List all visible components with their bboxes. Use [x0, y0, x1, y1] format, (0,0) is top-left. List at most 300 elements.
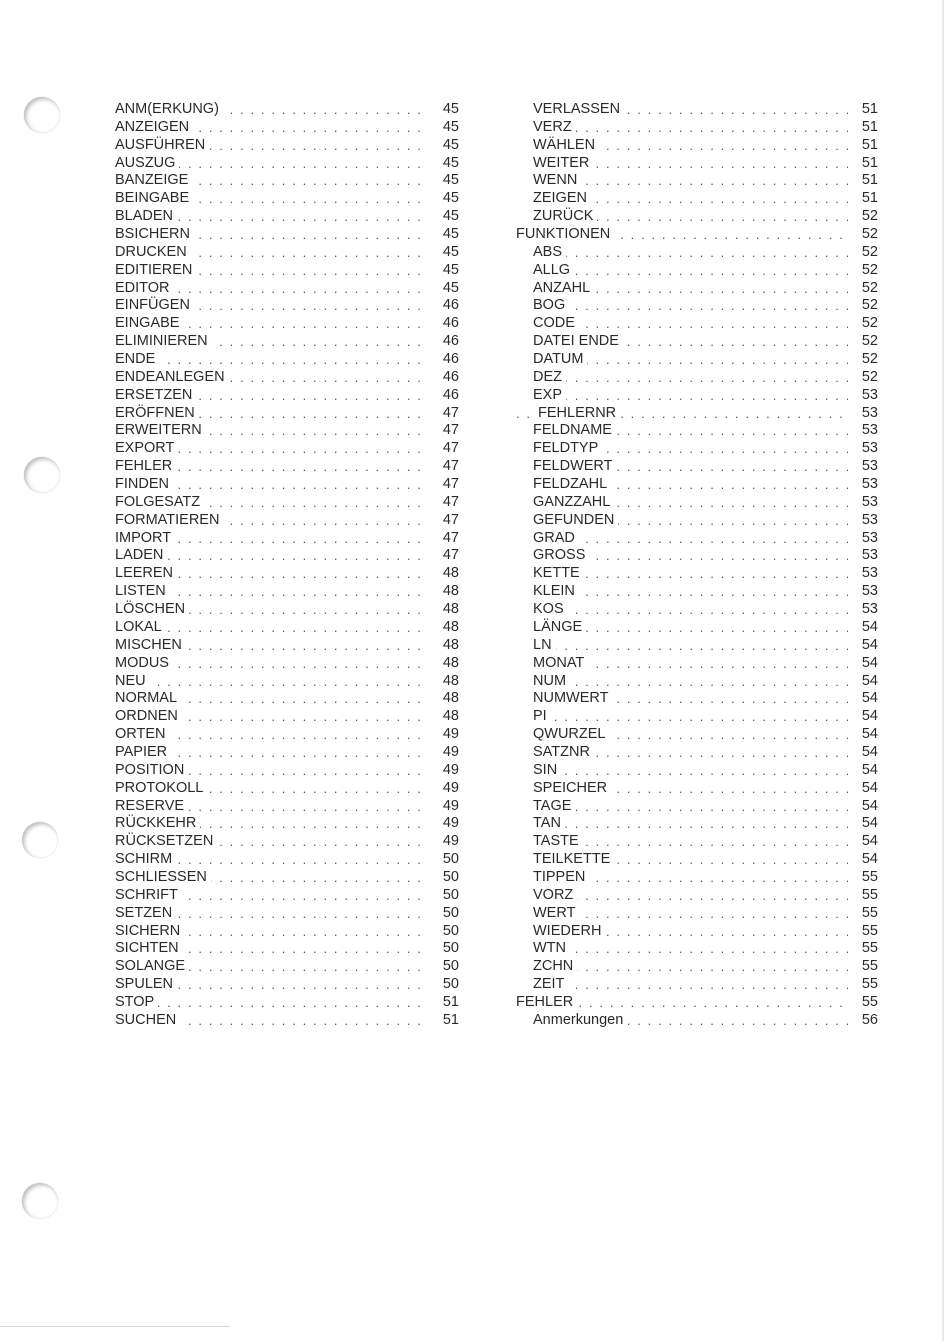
index-page-number: 51	[850, 172, 878, 190]
index-term: SETZEN	[115, 905, 176, 923]
index-page-number: 54	[850, 833, 878, 851]
index-term: ANZAHL	[533, 280, 594, 298]
dot-leader	[533, 530, 848, 548]
index-term: PAPIER	[115, 744, 171, 762]
index-page-number: 50	[431, 869, 459, 887]
index-entry	[516, 369, 878, 387]
punch-hole-3	[22, 822, 58, 858]
index-entry	[115, 512, 459, 530]
index-page-number: 50	[431, 851, 459, 869]
index-entry	[115, 422, 459, 440]
index-page-number: 51	[850, 190, 878, 208]
dot-leader	[533, 887, 848, 905]
index-entry	[115, 387, 459, 405]
index-term: LISTEN	[115, 583, 170, 601]
index-term: FELDZAHL	[533, 476, 611, 494]
index-term: FOLGESATZ	[115, 494, 204, 512]
index-entry	[115, 119, 459, 137]
index-page-number: 47	[431, 494, 459, 512]
index-page-number: 55	[850, 887, 878, 905]
index-page-number: 45	[431, 262, 459, 280]
index-term: BEINGABE	[115, 190, 193, 208]
index-entry	[115, 297, 459, 315]
index-page-number: 46	[431, 333, 459, 351]
index-entry	[516, 905, 878, 923]
index-entry	[115, 440, 459, 458]
index-term: ERÖFFNEN	[115, 405, 199, 423]
index-page-number: 51	[850, 137, 878, 155]
index-term: PI	[533, 708, 551, 726]
index-term: TAGE	[533, 798, 575, 816]
index-term: WÄHLEN	[533, 137, 599, 155]
index-term: AUSFÜHREN	[115, 137, 209, 155]
index-term: EDITIEREN	[115, 262, 196, 280]
index-entry	[115, 780, 459, 798]
index-entry	[115, 583, 459, 601]
index-entry	[115, 351, 459, 369]
index-entry	[115, 815, 459, 833]
index-page-number: 48	[431, 655, 459, 673]
index-entry	[516, 172, 878, 190]
index-page-number: 54	[850, 637, 878, 655]
index-page-number: 49	[431, 762, 459, 780]
index-page-number: 54	[850, 619, 878, 637]
index-entry	[115, 137, 459, 155]
index-entry	[516, 315, 878, 333]
index-page-number: 53	[850, 387, 878, 405]
index-term: LEEREN	[115, 565, 177, 583]
index-entry	[516, 744, 878, 762]
index-term: FELDTYP	[533, 440, 602, 458]
index-entry	[516, 673, 878, 691]
index-page-number: 45	[431, 155, 459, 173]
index-term: GRAD	[533, 530, 579, 548]
index-entry	[516, 690, 878, 708]
index-term: EDITOR	[115, 280, 174, 298]
index-entry	[115, 155, 459, 173]
index-term: RESERVE	[115, 798, 188, 816]
index-entry	[516, 226, 878, 244]
index-entry	[115, 530, 459, 548]
dot-leader	[533, 583, 848, 601]
index-entry	[516, 815, 878, 833]
index-entry	[115, 190, 459, 208]
index-term: LOKAL	[115, 619, 166, 637]
index-entry	[516, 494, 878, 512]
index-term: VERLASSEN	[533, 101, 624, 119]
index-term: NEU	[115, 673, 150, 691]
index-page-number: 53	[850, 494, 878, 512]
index-entry	[516, 476, 878, 494]
index-entry	[516, 637, 878, 655]
index-term: SOLANGE	[115, 958, 189, 976]
dot-leader	[533, 798, 848, 816]
index-entry	[516, 190, 878, 208]
dot-leader	[533, 387, 848, 405]
index-page-number: 50	[431, 887, 459, 905]
index-term: TAN	[533, 815, 565, 833]
index-page-number: 53	[850, 476, 878, 494]
index-page-number: 47	[431, 476, 459, 494]
index-term: KETTE	[533, 565, 584, 583]
index-page-number: 45	[431, 280, 459, 298]
index-page-number: 51	[850, 101, 878, 119]
dot-leader	[115, 994, 429, 1012]
index-term: LÖSCHEN	[115, 601, 189, 619]
index-entry	[516, 440, 878, 458]
index-page-number: 49	[431, 780, 459, 798]
index-term: EXP	[533, 387, 566, 405]
index-page-number: 54	[850, 726, 878, 744]
index-term: LÄNGE	[533, 619, 586, 637]
index-page-number: 52	[850, 262, 878, 280]
index-entry	[516, 619, 878, 637]
index-term: ERWEITERN	[115, 422, 206, 440]
index-term: FELDNAME	[533, 422, 616, 440]
index-page-number: 48	[431, 583, 459, 601]
index-term: Anmerkungen	[533, 1012, 627, 1030]
index-page-number: 53	[850, 601, 878, 619]
index-page-number: 47	[431, 458, 459, 476]
index-page-number: 47	[431, 422, 459, 440]
index-term: TIPPEN	[533, 869, 589, 887]
index-entry	[516, 530, 878, 548]
index-term: EXPORT	[115, 440, 178, 458]
index-entry	[516, 422, 878, 440]
index-entry	[115, 172, 459, 190]
index-page-number: 55	[850, 958, 878, 976]
index-term: ELIMINIEREN	[115, 333, 212, 351]
index-page-number: 54	[850, 780, 878, 798]
index-entry	[115, 726, 459, 744]
index-page-number: 53	[850, 422, 878, 440]
dot-leader	[115, 351, 429, 369]
index-page-number: 52	[850, 333, 878, 351]
index-page-number: 50	[431, 923, 459, 941]
index-page-number: 55	[850, 940, 878, 958]
index-term: BANZEIGE	[115, 172, 192, 190]
index-page-number: 54	[850, 762, 878, 780]
index-page-number: 55	[850, 923, 878, 941]
index-entry	[516, 262, 878, 280]
index-entry	[115, 905, 459, 923]
index-term: SICHERN	[115, 923, 184, 941]
index-entry	[115, 565, 459, 583]
index-entry	[115, 851, 459, 869]
index-entry	[115, 405, 459, 423]
index-entry	[516, 583, 878, 601]
index-term: SUCHEN	[115, 1012, 180, 1030]
index-entry	[516, 547, 878, 565]
index-term: MISCHEN	[115, 637, 186, 655]
index-entry	[516, 155, 878, 173]
index-entry	[115, 547, 459, 565]
index-term: NUM	[533, 673, 570, 691]
index-term: EINFÜGEN	[115, 297, 194, 315]
index-entry	[516, 297, 878, 315]
index-term: FUNKTIONEN	[516, 226, 614, 244]
index-entry	[516, 726, 878, 744]
index-entry	[516, 976, 878, 994]
index-entry	[115, 940, 459, 958]
index-entry	[516, 101, 878, 119]
index-page-number: 48	[431, 565, 459, 583]
index-entry	[115, 244, 459, 262]
index-term: ENDE	[115, 351, 159, 369]
index-page-number: 46	[431, 369, 459, 387]
index-page-number: 45	[431, 101, 459, 119]
index-page-number: 45	[431, 208, 459, 226]
index-term: GANZZAHL	[533, 494, 614, 512]
index-page-number: 54	[850, 798, 878, 816]
index-page-number: 46	[431, 315, 459, 333]
index-term: FORMATIEREN	[115, 512, 223, 530]
index-entry	[115, 958, 459, 976]
index-page-number: 49	[431, 833, 459, 851]
index-term: ZURÜCK	[533, 208, 597, 226]
index-page-number: 45	[431, 226, 459, 244]
index-entry	[516, 280, 878, 298]
index-term: WERT	[533, 905, 579, 923]
index-term: FEHLER	[115, 458, 176, 476]
index-entry	[115, 601, 459, 619]
index-entry	[516, 851, 878, 869]
index-term: GROSS	[533, 547, 589, 565]
dot-leader	[533, 815, 848, 833]
index-term: ORDNEN	[115, 708, 182, 726]
dot-leader	[533, 601, 848, 619]
index-entry	[115, 333, 459, 351]
index-page-number: 53	[850, 512, 878, 530]
index-page-number: 45	[431, 190, 459, 208]
index-page-number: 45	[431, 244, 459, 262]
index-term: TASTE	[533, 833, 583, 851]
index-entry	[115, 1012, 459, 1030]
index-entry	[115, 226, 459, 244]
index-term: LADEN	[115, 547, 167, 565]
index-term: NUMWERT	[533, 690, 612, 708]
index-term: PROTOKOLL	[115, 780, 207, 798]
page-edge-line	[0, 1326, 230, 1327]
index-page-number: 55	[850, 976, 878, 994]
index-entry	[115, 655, 459, 673]
dot-leader	[533, 940, 848, 958]
index-page-number: 47	[431, 512, 459, 530]
index-page-number: 52	[850, 208, 878, 226]
index-entry	[516, 1012, 878, 1030]
index-entry	[516, 708, 878, 726]
index-entry	[516, 208, 878, 226]
index-entry	[115, 458, 459, 476]
punch-hole-4	[22, 1183, 58, 1219]
index-page-number: 51	[431, 994, 459, 1012]
index-page-number: 50	[431, 958, 459, 976]
index-page-number: 51	[431, 1012, 459, 1030]
index-term: RÜCKKEHR	[115, 815, 200, 833]
index-term: ZEIT	[533, 976, 568, 994]
index-entry	[115, 315, 459, 333]
index-entry	[516, 798, 878, 816]
index-page-number: 52	[850, 280, 878, 298]
index-term: FINDEN	[115, 476, 173, 494]
index-page-number: 51	[850, 119, 878, 137]
index-entry	[516, 940, 878, 958]
index-term: ZEIGEN	[533, 190, 591, 208]
index-page-number: 48	[431, 690, 459, 708]
index-entry	[115, 833, 459, 851]
index-page-number: 54	[850, 655, 878, 673]
index-entry	[115, 673, 459, 691]
index-term: KOS	[533, 601, 568, 619]
index-page-number: 47	[431, 547, 459, 565]
index-page-number: 55	[850, 994, 878, 1012]
index-entry	[115, 923, 459, 941]
dot-leader	[533, 637, 848, 655]
index-page-number: 46	[431, 297, 459, 315]
index-term: RÜCKSETZEN	[115, 833, 217, 851]
index-entry	[115, 976, 459, 994]
index-entry	[516, 601, 878, 619]
index-page-number: 52	[850, 351, 878, 369]
index-entry	[115, 101, 459, 119]
dot-leader	[533, 262, 848, 280]
index-term: WTN	[533, 940, 570, 958]
dot-leader	[533, 119, 848, 137]
index-entry	[516, 458, 878, 476]
index-entry	[115, 869, 459, 887]
index-entry	[115, 494, 459, 512]
index-entry	[115, 619, 459, 637]
index-term: DEZ	[533, 369, 566, 387]
index-entry	[115, 994, 459, 1012]
index-term: SCHLIESSEN	[115, 869, 211, 887]
index-page-number: 48	[431, 637, 459, 655]
index-term: FEHLERNR	[538, 405, 620, 423]
punch-hole-2	[24, 457, 60, 493]
index-term: BSICHERN	[115, 226, 194, 244]
index-entry	[516, 244, 878, 262]
index-entry	[115, 637, 459, 655]
index-entry	[516, 780, 878, 798]
index-entry	[115, 762, 459, 780]
index-term: MONAT	[533, 655, 588, 673]
index-term: ANM(ERKUNG)	[115, 101, 223, 119]
index-page-number: 53	[850, 440, 878, 458]
index-term: EINGABE	[115, 315, 183, 333]
index-page-number: 55	[850, 905, 878, 923]
index-column-left	[115, 101, 459, 1030]
index-page-number: 49	[431, 744, 459, 762]
index-entry	[115, 744, 459, 762]
index-term: GEFUNDEN	[533, 512, 618, 530]
index-entry	[115, 887, 459, 905]
index-page-number: 54	[850, 673, 878, 691]
index-term: ZCHN	[533, 958, 577, 976]
index-entry	[516, 137, 878, 155]
index-term: WEITER	[533, 155, 593, 173]
index-term: VORZ	[533, 887, 577, 905]
index-term: BOG	[533, 297, 569, 315]
index-page-number: 46	[431, 351, 459, 369]
index-page-number: 48	[431, 673, 459, 691]
index-page-number: 56	[850, 1012, 878, 1030]
index-term: WENN	[533, 172, 581, 190]
index-entry	[516, 512, 878, 530]
index-entry	[516, 351, 878, 369]
index-page-number: 45	[431, 119, 459, 137]
index-page-number: 45	[431, 137, 459, 155]
dot-leader	[533, 315, 848, 333]
index-page-number: 48	[431, 601, 459, 619]
index-entry	[115, 262, 459, 280]
index-entry	[516, 565, 878, 583]
index-term: STOP	[115, 994, 158, 1012]
index-term: DRUCKEN	[115, 244, 191, 262]
index-page-number: 54	[850, 744, 878, 762]
dot-leader	[533, 297, 848, 315]
index-entry	[516, 762, 878, 780]
index-page-number: 54	[850, 708, 878, 726]
index-term: ALLG	[533, 262, 574, 280]
index-term: BLADEN	[115, 208, 177, 226]
dot-leader	[533, 708, 848, 726]
index-page-number: 52	[850, 315, 878, 333]
dot-leader	[533, 958, 848, 976]
index-page-number: 50	[431, 905, 459, 923]
dot-leader	[533, 369, 848, 387]
index-page-number: 52	[850, 297, 878, 315]
index-page-number: 54	[850, 690, 878, 708]
index-page-number: 50	[431, 976, 459, 994]
index-page-number: 52	[850, 226, 878, 244]
dot-leader	[115, 673, 429, 691]
index-entry	[115, 690, 459, 708]
index-term: KLEIN	[533, 583, 579, 601]
index-term: FEHLER	[516, 994, 577, 1012]
index-term: MODUS	[115, 655, 173, 673]
index-term: SPULEN	[115, 976, 177, 994]
index-page-number: 53	[850, 583, 878, 601]
index-page-number: 49	[431, 815, 459, 833]
dot-leader	[533, 905, 848, 923]
index-entry	[115, 476, 459, 494]
index-page-number: 54	[850, 815, 878, 833]
index-term: ORTEN	[115, 726, 170, 744]
index-page-number: 52	[850, 244, 878, 262]
index-term: SCHIRM	[115, 851, 176, 869]
index-page-number: 51	[850, 155, 878, 173]
dot-leader	[533, 244, 848, 262]
index-entry	[516, 869, 878, 887]
index-entry	[516, 887, 878, 905]
index-page-number: 47	[431, 440, 459, 458]
index-page-number: 53	[850, 458, 878, 476]
dot-leader	[533, 976, 848, 994]
index-entry	[115, 369, 459, 387]
index-term: SPEICHER	[533, 780, 611, 798]
index-term: ENDEANLEGEN	[115, 369, 229, 387]
index-page-number: 48	[431, 619, 459, 637]
index-entry	[516, 958, 878, 976]
index-term: SCHRIFT	[115, 887, 182, 905]
index-term: FELDWERT	[533, 458, 617, 476]
dot-leader	[533, 673, 848, 691]
index-entry	[516, 994, 878, 1012]
index-page-number: 54	[850, 851, 878, 869]
index-term: ANZEIGEN	[115, 119, 193, 137]
index-entry	[516, 923, 878, 941]
index-term: NORMAL	[115, 690, 181, 708]
